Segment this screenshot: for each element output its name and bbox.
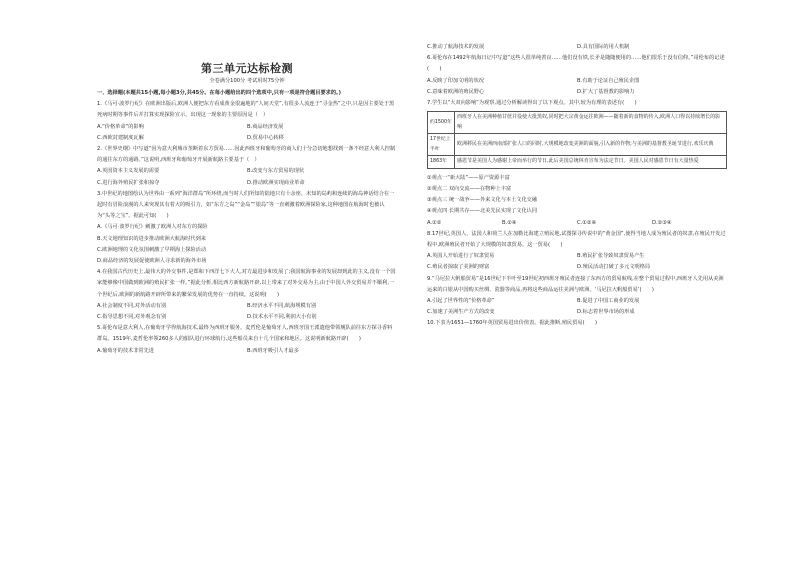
question-6-option-a[interactable]: A.反映了印加文明的状况 xyxy=(427,77,484,84)
question-7-view-4: ④观点四 长期共存——北美先民实现了文化认同 xyxy=(427,208,538,215)
question-8-option-d[interactable]: D.殖民活动打破了多元文明格局 xyxy=(577,264,651,271)
question-6-options-row-1 xyxy=(427,76,727,87)
table-cell-year: 1863年 xyxy=(428,156,455,169)
question-5-option-b[interactable]: B.西班牙吸引人才最多 xyxy=(247,347,299,354)
question-5-option-a[interactable]: A.葡萄牙的技术非常先进 xyxy=(97,347,154,354)
page-title: 第三单元达标检测 xyxy=(201,62,293,75)
page-subtitle: 全卷满分100分 考试用时75分钟 xyxy=(209,78,285,84)
question-9-options-row-1 xyxy=(427,296,727,307)
question-8-option-b[interactable]: B.殖民扩张导致奴隶贸易产生 xyxy=(577,253,645,260)
question-7-option-d[interactable]: D.②③④ xyxy=(652,219,672,226)
question-5-option-c[interactable]: C.推动了航海技术的发展 xyxy=(427,44,485,50)
question-9-option-b[interactable]: B.促进了中国工商业的发展 xyxy=(577,297,640,304)
question-1-options-row-1 xyxy=(97,122,397,133)
question-7-view-3: ③观点三 统一战争——外来文化与本土文化交融 xyxy=(427,197,538,204)
question-10-stem: 10.下表为1651—1760年英国贸易进出价值表。据此推断,殖民贸易( ) xyxy=(427,320,598,327)
question-8-option-c[interactable]: C.殖民者掠取了美洲的财富 xyxy=(427,264,490,271)
question-5-stem: 5.哥伦布是意大利人,在葡萄牙学得航海技术,最终为西班牙服务。麦哲伦是葡萄牙人,西班牙国王派遣他带领舰队前往东方探寻香料群岛。1519年,麦哲伦率领260多人的船队进行环球航行,这些船员来自十几个国家和地区。这说明新航路开辟( ) xyxy=(97,325,393,343)
question-3-option-c[interactable]: C.欧洲地理的文化氛围刺激了早期海上探险活动 xyxy=(97,246,207,253)
question-4-options-row-2 xyxy=(97,312,397,323)
question-9-stem: 9.“马尼拉大帆船贸易”是16世纪下半叶至19世纪初西班牙殖民者连接了东西方的贸易航线,在整个贸易过程中,西班牙人先用从美洲运来的白银从中国购买丝绸、瓷器等商品,再将这些商品运往美洲与欧洲。‘马尼拉大帆船贸易’( ) xyxy=(427,275,724,293)
question-5-options-row-2 xyxy=(427,42,727,53)
question-4-option-a[interactable]: A.社会制度不同,对外活动有别 xyxy=(97,302,167,309)
question-7-options-row xyxy=(427,218,727,229)
table-row xyxy=(428,112,727,134)
question-4-options-row-1 xyxy=(97,301,397,312)
question-7-table xyxy=(427,111,727,169)
question-4-option-c[interactable]: C.指导思想不同,对外观念有别 xyxy=(97,314,167,321)
question-6-option-d[interactable]: D.扩大了基督教的影响力 xyxy=(577,88,635,95)
question-8-stem: 8.17世纪,英国人、法国人和荷兰人在加勒比海建立殖民地,试图探寻传说中的“黄金国”,使得当地人成为殖民者的奴隶,在殖民开发过程中,欧洲殖民者开始了大规模的奴隶贸易。这一贸易( ) xyxy=(427,230,726,248)
question-4-stem: 4.在我国古代历史上,最伟大的外交事件,是郑和下西洋七下大人,对方最进步和发展了;我国航海事业的发展却到此的主义,没有一个国家能够像中国做到欧洲的殖民扩张一样。”据此分析,相比西方新航路开辟,以上带来了对外交易为主,由于中国人外交贸易并不顺利,一个世纪后,欧洲的新航路开辟所带来的繁荣发展的优势在一直持续。这说明( ) xyxy=(97,269,396,298)
question-6-options-row-2 xyxy=(427,87,727,98)
question-1-option-d[interactable]: D.贸易中心转移 xyxy=(247,134,284,141)
question-1-option-c[interactable]: C.西欧封建制度瓦解 xyxy=(97,134,144,141)
question-4-option-b[interactable]: B.经济水平不同,航海规模有别 xyxy=(247,302,317,309)
question-2-option-c[interactable]: C.进行海外殖民扩张和掠夺 xyxy=(97,179,160,186)
question-7-view-2: ②观点二 双向交流——在物种上丰富 xyxy=(427,185,512,192)
question-3-option-b[interactable]: B.天文地理知识的进步推动欧洲大航海时代到来 xyxy=(97,235,206,242)
question-5-options-row-1 xyxy=(97,346,397,357)
question-5-option-d[interactable]: D.具有国际的用人机制 xyxy=(577,44,630,50)
question-8-option-a[interactable]: A.英国人开始进行了奴隶贸易 xyxy=(427,253,495,260)
question-3-option-d[interactable]: D.商品经济的发展促使欧洲人寻求新的海外市场 xyxy=(97,258,207,265)
question-1-option-b[interactable]: B.商品经济发展 xyxy=(247,123,284,130)
question-9-option-c[interactable]: C.加速了美洲生产方式的改变 xyxy=(427,309,495,316)
question-7-stem: 7.学生以“大双向影响”为观察,通过分析解读得出了以下观点。其中,较为有理的表述有( ) xyxy=(427,100,637,107)
question-2-options-row-1 xyxy=(97,166,397,177)
table-cell-text: 西班牙人在美洲种植甘蔗并役使大批黑奴,同时把大宗黄金运往欧洲——随着新的食物的传入,欧洲人口得以持续增长的影响 xyxy=(455,112,727,134)
question-9-option-a[interactable]: A.引起了世界性的“价格革命” xyxy=(427,297,495,304)
question-7-option-b[interactable]: B.②④ xyxy=(502,219,517,226)
section-heading: 一、选择题(本题共15小题,每小题3分,共45分。在每小题给出的四个选项中,只有一项是符合题目要求的。) xyxy=(97,90,341,96)
table-cell-text: 欧洲移民在美洲西南部扩张人口的同时,大规模地改变美洲的面貌,引入新的作物;与美洲的基督教圣诞节进行,欢乐庆典 xyxy=(455,134,727,156)
question-1-stem: 1.《马可·波罗行纪》在欧洲出版后,欧洲人便把东方看成黄金很遍地的“人间天堂”,有很多人流连于“寻金热”之中,只是因主要处于黑死病时期等事件后并打算实现探险宣示。出现这一现象的主要原因是（ ） xyxy=(97,101,395,119)
question-6-option-b[interactable]: B.有助于论证自己殖民企图 xyxy=(577,77,640,84)
table-cell-text: 感恩节是美国人为感谢上帝而举行的节日,此后美国总统林肯宣布为法定节日。美国人民对感恩节日有大量热爱 xyxy=(455,156,727,169)
question-3-stem: 3.中世纪的地图绘认为世界由一系列“海洋群岛”所环绕,而当时人们所知的陆地只有十余座。未知的岛屿和连续的海岛神话结合在一起时有冒险浪漫的人来突现其有着大的吸引力，如“东方之岛”“金岛”“银岛”等一直刺激着欧洲探险家,这种地图在航海时也被认为“头等之宝”。据此可知( ) xyxy=(97,190,395,220)
question-9-options-row-2 xyxy=(427,307,727,318)
right-column xyxy=(427,42,727,330)
question-3-option-a[interactable]: A.《马可·波罗行纪》刺激了欧洲人对东方的探险 xyxy=(97,224,208,231)
table-cell-year: 约1500年 xyxy=(428,112,455,134)
table-cell-year: 17世纪上半叶 xyxy=(428,134,455,156)
question-2-option-d[interactable]: D.推动欧洲实现商业革命 xyxy=(247,179,305,186)
table-row xyxy=(428,156,727,169)
question-8-options-row-1 xyxy=(427,251,727,262)
question-2-option-a[interactable]: A.英国资本主义发展的需要 xyxy=(97,168,160,175)
question-7-view-1: ①观点一“新大陆”——原产资源丰富 xyxy=(427,174,510,181)
question-8-options-row-2 xyxy=(427,262,727,273)
question-1-option-a[interactable]: A.“价格革命”的影响 xyxy=(97,123,144,130)
table-row xyxy=(428,134,727,156)
question-2-option-b[interactable]: B.改变与东方贸易的现状 xyxy=(247,168,305,175)
question-6-option-c[interactable]: C.意味着欧洲的殖民野心 xyxy=(427,88,485,95)
question-7-option-c[interactable]: C.①②④ xyxy=(577,219,597,226)
question-1-options-row-2 xyxy=(97,133,397,144)
question-4-option-d[interactable]: D.技术水平不同,利润大小有别 xyxy=(247,314,317,321)
question-2-stem: 2.《世界史纲》中写道“因为意大利城市垄断着东方贸易……因此西班牙和葡萄牙的商人们十分急切地想找到一条不经意大利人控制的通往东方的通路。”这说明,西班牙和葡萄牙开展新航路主要基于（ ） xyxy=(97,146,396,164)
left-column xyxy=(97,44,397,357)
question-6-stem: 6.哥伦布在1492年航海日记中写道“这些人很单纯善良……他们没有铁,长矛是随随便用的……他们很乐于没有信仰。”哥伦布的记述( ) xyxy=(427,55,725,73)
question-2-options-row-2 xyxy=(97,178,397,189)
question-9-option-d[interactable]: D.标志着世界市场的形成 xyxy=(577,309,635,316)
question-7-option-a[interactable]: A.①② xyxy=(427,219,442,226)
